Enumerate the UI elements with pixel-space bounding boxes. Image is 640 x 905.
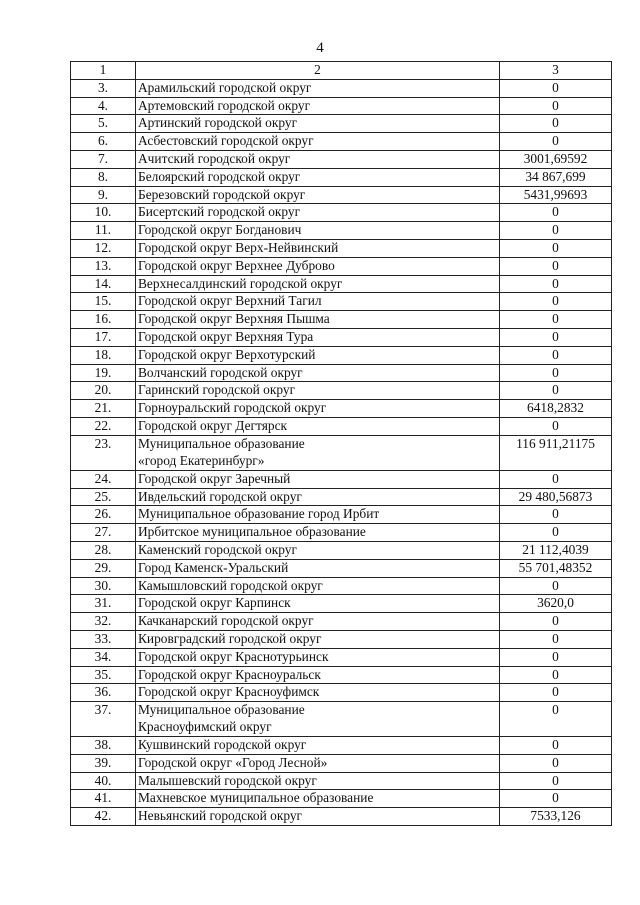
municipality-name bbox=[136, 648, 500, 666]
row-number: 6. bbox=[71, 133, 136, 151]
table-row bbox=[71, 275, 612, 293]
municipality-name-line: Березовский городской округ bbox=[138, 186, 306, 202]
amount-value: 0 bbox=[500, 790, 612, 808]
amount-value: 6418,2832 bbox=[500, 400, 612, 418]
table-row bbox=[71, 328, 612, 346]
municipality-name bbox=[136, 541, 500, 559]
table-row bbox=[71, 257, 612, 275]
municipality-name-line: Город Каменск-Уральский bbox=[138, 559, 289, 575]
amount-value: 0 bbox=[500, 772, 612, 790]
amount-value: 0 bbox=[500, 257, 612, 275]
amount-value: 0 bbox=[500, 684, 612, 702]
table-row bbox=[71, 684, 612, 702]
table-header-row bbox=[71, 62, 612, 80]
table-row bbox=[71, 772, 612, 790]
row-number: 35. bbox=[71, 666, 136, 684]
municipality-name-line: Махневское муниципальное образование bbox=[138, 790, 374, 806]
municipality-name-line: Артемовский городской округ bbox=[138, 97, 311, 113]
municipality-name bbox=[136, 186, 500, 204]
row-number: 37. bbox=[71, 702, 136, 737]
municipality-name bbox=[136, 524, 500, 542]
table-row bbox=[71, 293, 612, 311]
amount-value: 0 bbox=[500, 222, 612, 240]
row-number: 19. bbox=[71, 364, 136, 382]
municipality-name-line: Красноуфимский округ bbox=[138, 718, 272, 734]
table-row bbox=[71, 222, 612, 240]
row-number: 16. bbox=[71, 311, 136, 329]
table-row bbox=[71, 382, 612, 400]
row-number: 17. bbox=[71, 328, 136, 346]
amount-value: 0 bbox=[500, 648, 612, 666]
row-number: 30. bbox=[71, 577, 136, 595]
amount-value: 0 bbox=[500, 364, 612, 382]
amount-value: 3001,69592 bbox=[500, 150, 612, 168]
amount-value: 0 bbox=[500, 133, 612, 151]
table-row bbox=[71, 541, 612, 559]
municipality-name-line: Артинский городской округ bbox=[138, 115, 298, 131]
page-number: 4 bbox=[316, 40, 324, 56]
table-row bbox=[71, 648, 612, 666]
municipality-name-line: Арамильский городской округ bbox=[138, 79, 312, 95]
municipality-name bbox=[136, 613, 500, 631]
table-row bbox=[71, 470, 612, 488]
table-row bbox=[71, 808, 612, 826]
row-number: 28. bbox=[71, 541, 136, 559]
row-number: 36. bbox=[71, 684, 136, 702]
row-number: 13. bbox=[71, 257, 136, 275]
amount-value: 3620,0 bbox=[500, 595, 612, 613]
table-row bbox=[71, 488, 612, 506]
amount-value: 0 bbox=[500, 328, 612, 346]
amount-value: 29 480,56873 bbox=[500, 488, 612, 506]
amount-value: 0 bbox=[500, 346, 612, 364]
municipality-name-line: Каменский городской округ bbox=[138, 541, 297, 557]
municipality-name bbox=[136, 577, 500, 595]
municipality-name bbox=[136, 559, 500, 577]
municipality-name-line: «город Екатеринбург» bbox=[138, 452, 265, 468]
amount-value: 0 bbox=[500, 630, 612, 648]
municipality-name-line: Городской округ Красноуфимск bbox=[138, 684, 320, 700]
amount-value: 0 bbox=[500, 79, 612, 97]
municipality-name bbox=[136, 737, 500, 755]
row-number: 15. bbox=[71, 293, 136, 311]
municipality-name-line: Невьянский городской округ bbox=[138, 808, 303, 824]
municipality-name bbox=[136, 382, 500, 400]
municipality-name bbox=[136, 275, 500, 293]
municipality-name-line: Городской округ Верхняя Тура bbox=[138, 328, 314, 344]
municipality-name-line: Городской округ Дегтярск bbox=[138, 417, 288, 433]
row-number: 18. bbox=[71, 346, 136, 364]
municipality-name bbox=[136, 790, 500, 808]
municipality-name-line: Гаринский городской округ bbox=[138, 382, 296, 398]
table-row bbox=[71, 559, 612, 577]
table-row bbox=[71, 737, 612, 755]
row-number: 5. bbox=[71, 115, 136, 133]
municipality-name bbox=[136, 470, 500, 488]
row-number: 3. bbox=[71, 79, 136, 97]
row-number: 22. bbox=[71, 417, 136, 435]
table-row bbox=[71, 506, 612, 524]
amount-value: 0 bbox=[500, 506, 612, 524]
table-row bbox=[71, 97, 612, 115]
municipality-name-line: Городской округ «Город Лесной» bbox=[138, 754, 328, 770]
municipality-name bbox=[136, 346, 500, 364]
row-number: 11. bbox=[71, 222, 136, 240]
municipality-name bbox=[136, 666, 500, 684]
header-col-3: 3 bbox=[500, 62, 612, 80]
row-number: 14. bbox=[71, 275, 136, 293]
row-number: 29. bbox=[71, 559, 136, 577]
table-row bbox=[71, 115, 612, 133]
row-number: 27. bbox=[71, 524, 136, 542]
amount-value: 0 bbox=[500, 737, 612, 755]
table-row bbox=[71, 702, 612, 737]
amount-value: 0 bbox=[500, 204, 612, 222]
row-number: 7. bbox=[71, 150, 136, 168]
municipality-name bbox=[136, 150, 500, 168]
row-number: 32. bbox=[71, 613, 136, 631]
row-number: 12. bbox=[71, 239, 136, 257]
municipality-name bbox=[136, 293, 500, 311]
municipality-name-line: Городской округ Верхнее Дуброво bbox=[138, 257, 335, 273]
table-row bbox=[71, 666, 612, 684]
municipality-name bbox=[136, 133, 500, 151]
municipality-name-line: Камышловский городской округ bbox=[138, 577, 323, 593]
municipality-name bbox=[136, 630, 500, 648]
table-row bbox=[71, 168, 612, 186]
amount-value: 21 112,4039 bbox=[500, 541, 612, 559]
municipality-name bbox=[136, 257, 500, 275]
table-row bbox=[71, 417, 612, 435]
municipality-name-line: Бисертский городской округ bbox=[138, 204, 301, 220]
municipality-name-line: Муниципальное образование bbox=[138, 435, 305, 451]
municipality-name bbox=[136, 417, 500, 435]
municipality-name-line: Белоярский городской округ bbox=[138, 168, 301, 184]
header-col-2: 2 bbox=[136, 62, 500, 80]
row-number: 8. bbox=[71, 168, 136, 186]
municipality-name bbox=[136, 239, 500, 257]
table-row bbox=[71, 204, 612, 222]
municipality-name-line: Городской округ Краснотурьинск bbox=[138, 648, 329, 664]
row-number: 42. bbox=[71, 808, 136, 826]
municipality-name bbox=[136, 702, 500, 737]
municipality-name-line: Городской округ Богданович bbox=[138, 222, 302, 238]
row-number: 33. bbox=[71, 630, 136, 648]
table-row bbox=[71, 790, 612, 808]
municipality-name-line: Муниципальное образование город Ирбит bbox=[138, 506, 380, 522]
amount-value: 0 bbox=[500, 702, 612, 737]
municipality-name-line: Городской округ Верхотурский bbox=[138, 346, 316, 362]
municipality-name-line: Качканарский городской округ bbox=[138, 613, 314, 629]
municipal-table bbox=[70, 61, 612, 826]
municipality-name bbox=[136, 97, 500, 115]
municipality-name bbox=[136, 506, 500, 524]
row-number: 20. bbox=[71, 382, 136, 400]
municipality-name bbox=[136, 168, 500, 186]
municipality-name-line: Городской округ Заречный bbox=[138, 470, 291, 486]
municipality-name bbox=[136, 204, 500, 222]
municipality-name-line: Городской округ Верхняя Пышма bbox=[138, 311, 330, 327]
table-row bbox=[71, 595, 612, 613]
table-row bbox=[71, 364, 612, 382]
amount-value: 0 bbox=[500, 577, 612, 595]
municipality-name bbox=[136, 772, 500, 790]
municipality-name-line: Городской округ Верхний Тагил bbox=[138, 293, 322, 309]
table-row bbox=[71, 186, 612, 204]
municipality-name bbox=[136, 595, 500, 613]
table-row bbox=[71, 754, 612, 772]
municipality-name bbox=[136, 364, 500, 382]
amount-value: 34 867,699 bbox=[500, 168, 612, 186]
municipality-name-line: Верхнесалдинский городской округ bbox=[138, 275, 343, 291]
amount-value: 0 bbox=[500, 382, 612, 400]
row-number: 10. bbox=[71, 204, 136, 222]
row-number: 21. bbox=[71, 400, 136, 418]
table-body bbox=[71, 79, 612, 825]
table-row bbox=[71, 311, 612, 329]
amount-value: 0 bbox=[500, 97, 612, 115]
row-number: 38. bbox=[71, 737, 136, 755]
amount-value: 0 bbox=[500, 115, 612, 133]
amount-value: 0 bbox=[500, 666, 612, 684]
municipality-name-line: Городской округ Красноуральск bbox=[138, 666, 321, 682]
row-number: 24. bbox=[71, 470, 136, 488]
municipality-name-line: Асбестовский городской округ bbox=[138, 133, 314, 149]
row-number: 23. bbox=[71, 435, 136, 470]
municipality-name bbox=[136, 400, 500, 418]
row-number: 39. bbox=[71, 754, 136, 772]
header-col-1: 1 bbox=[71, 62, 136, 80]
amount-value: 116 911,21175 bbox=[500, 435, 612, 470]
amount-value: 0 bbox=[500, 293, 612, 311]
municipality-name bbox=[136, 115, 500, 133]
row-number: 25. bbox=[71, 488, 136, 506]
municipality-name bbox=[136, 808, 500, 826]
municipality-name-line: Ирбитское муниципальное образование bbox=[138, 524, 366, 540]
amount-value: 55 701,48352 bbox=[500, 559, 612, 577]
municipality-name-line: Горноуральский городской округ bbox=[138, 400, 327, 416]
amount-value: 0 bbox=[500, 239, 612, 257]
amount-value: 0 bbox=[500, 613, 612, 631]
table-row bbox=[71, 133, 612, 151]
municipality-name-line: Волчанский городской округ bbox=[138, 364, 303, 380]
amount-value: 0 bbox=[500, 311, 612, 329]
table-row bbox=[71, 613, 612, 631]
municipality-name-line: Городской округ Верх-Нейвинский bbox=[138, 239, 339, 255]
amount-value: 0 bbox=[500, 417, 612, 435]
table-row bbox=[71, 239, 612, 257]
municipality-name-line: Ачитский городской округ bbox=[138, 150, 291, 166]
municipality-name bbox=[136, 754, 500, 772]
row-number: 4. bbox=[71, 97, 136, 115]
table-row bbox=[71, 630, 612, 648]
amount-value: 7533,126 bbox=[500, 808, 612, 826]
row-number: 26. bbox=[71, 506, 136, 524]
table-row bbox=[71, 79, 612, 97]
row-number: 34. bbox=[71, 648, 136, 666]
row-number: 31. bbox=[71, 595, 136, 613]
amount-value: 5431,99693 bbox=[500, 186, 612, 204]
amount-value: 0 bbox=[500, 470, 612, 488]
table-row bbox=[71, 435, 612, 470]
municipality-name-line: Муниципальное образование bbox=[138, 702, 305, 718]
table-row bbox=[71, 524, 612, 542]
municipality-name bbox=[136, 435, 500, 470]
municipality-name bbox=[136, 684, 500, 702]
municipality-name bbox=[136, 488, 500, 506]
municipality-name-line: Ивдельский городской округ bbox=[138, 488, 302, 504]
amount-value: 0 bbox=[500, 275, 612, 293]
municipality-name bbox=[136, 222, 500, 240]
municipality-name bbox=[136, 328, 500, 346]
row-number: 40. bbox=[71, 772, 136, 790]
table-row bbox=[71, 577, 612, 595]
municipality-name-line: Кушвинский городской округ bbox=[138, 737, 307, 753]
amount-value: 0 bbox=[500, 754, 612, 772]
municipality-name-line: Городской округ Карпинск bbox=[138, 595, 291, 611]
table-row bbox=[71, 400, 612, 418]
municipality-name bbox=[136, 79, 500, 97]
row-number: 41. bbox=[71, 790, 136, 808]
table-row bbox=[71, 346, 612, 364]
municipality-name bbox=[136, 311, 500, 329]
table-row bbox=[71, 150, 612, 168]
row-number: 9. bbox=[71, 186, 136, 204]
amount-value: 0 bbox=[500, 524, 612, 542]
municipality-name-line: Кировградский городской округ bbox=[138, 630, 322, 646]
municipality-name-line: Малышевский городской округ bbox=[138, 772, 317, 788]
